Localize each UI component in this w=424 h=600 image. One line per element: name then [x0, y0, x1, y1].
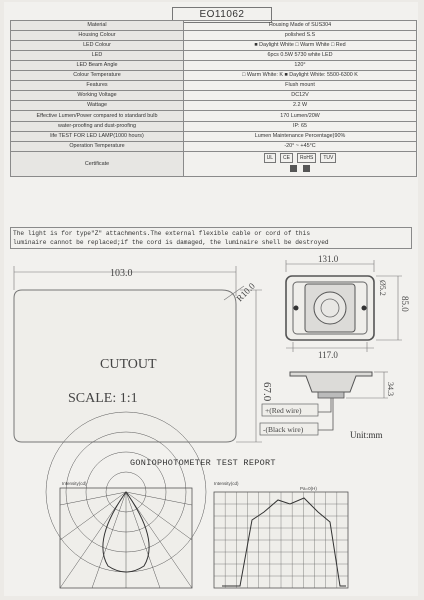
cutout-width-label: 103.0	[110, 268, 133, 279]
scale-label: SCALE: 1:1	[68, 391, 138, 406]
certificate-badge: CE	[280, 153, 293, 163]
certificate-badge: RoHS	[297, 153, 316, 163]
spec-value: ■ Daylight White □ Warm White □ Red	[184, 41, 417, 51]
unit-label: Unit:mm	[350, 430, 383, 440]
spec-label: Operation Temperature	[11, 142, 184, 152]
spec-label: Certificate	[11, 152, 184, 177]
black-wire-label: -(Black wire)	[263, 425, 304, 434]
spec-value: 6pcs 0.5W 5730 white LED	[184, 51, 417, 61]
spec-value: DC12V	[184, 91, 417, 101]
spec-value: polished S.S	[184, 31, 417, 41]
certificate-badge: UL	[264, 153, 276, 163]
gonio-title: GONIOPHOTOMETER TEST REPORT	[130, 458, 276, 468]
spec-label: Effective Lumen/Power compared to standard bulb	[11, 111, 184, 122]
fixture-side-view	[260, 372, 395, 435]
fixture-width-label: 131.0	[318, 254, 339, 264]
fixture-height-label: 85.0	[400, 296, 410, 312]
spec-value: 2.2 W	[184, 101, 417, 111]
fixture-depth-label: 34.3	[386, 382, 395, 396]
spec-label: water-proofing and dust-proofing	[11, 122, 184, 132]
spec-value: Housing Made of SUS304	[184, 21, 417, 31]
spec-label: Material	[11, 21, 184, 31]
spec-label: Working Voltage	[11, 91, 184, 101]
spec-label: LED Colour	[11, 41, 184, 51]
spec-value: IP: 65	[184, 122, 417, 132]
certificate-badge: TUV	[320, 153, 336, 163]
note-line-1: The light is for type"Z" attachments.The external flexible cable or cord of this	[13, 230, 311, 237]
cutout-radius-label: R10.0	[234, 280, 257, 304]
fixture-inner-label: 117.0	[318, 350, 338, 360]
note-line-2: luminaire cannot be replaced;if the cord is damaged, the luminaire shell be destroyed	[13, 239, 329, 246]
fixture-top-view	[286, 254, 410, 360]
spec-label: Housing Colour	[11, 31, 184, 41]
red-wire-line	[318, 398, 331, 412]
polar-caption: Intensity(cd)	[62, 481, 87, 486]
cutout-drawing	[14, 266, 273, 442]
cartesian-chart	[214, 481, 348, 588]
product-code: EO11062	[172, 7, 272, 23]
mount-hole-left	[294, 306, 299, 311]
spec-label: Colour Temperature	[11, 71, 184, 81]
cartesian-note: Pa=0(H)	[300, 486, 317, 491]
spec-value: □ Warm White: K ■ Daylight White: 5500-6300 K	[184, 71, 417, 81]
spec-value: 120°	[184, 61, 417, 71]
spec-label: Wattage	[11, 101, 184, 111]
spec-label: LED Beam Angle	[11, 61, 184, 71]
fixture-hole-label: Ø5.2	[378, 280, 387, 296]
spec-value: Flush mount	[184, 81, 417, 91]
red-wire-label: +(Red wire)	[265, 406, 302, 415]
spec-label: Features	[11, 81, 184, 91]
cutout-height-label: 67.0	[261, 382, 273, 402]
spec-label: life TEST FOR LED LAMP(1000 hours)	[11, 132, 184, 142]
spec-value: Lumen Maintenance Percentage)90%	[184, 132, 417, 142]
mount-hole-right	[362, 306, 367, 311]
cutout-label: CUTOUT	[100, 357, 157, 372]
spec-label: LED	[11, 51, 184, 61]
cartesian-caption: Intensity(cd)	[214, 481, 239, 486]
spec-value: -20° ~ +45°C	[184, 142, 417, 152]
spec-value: 170 Lumen/20W	[184, 111, 417, 122]
